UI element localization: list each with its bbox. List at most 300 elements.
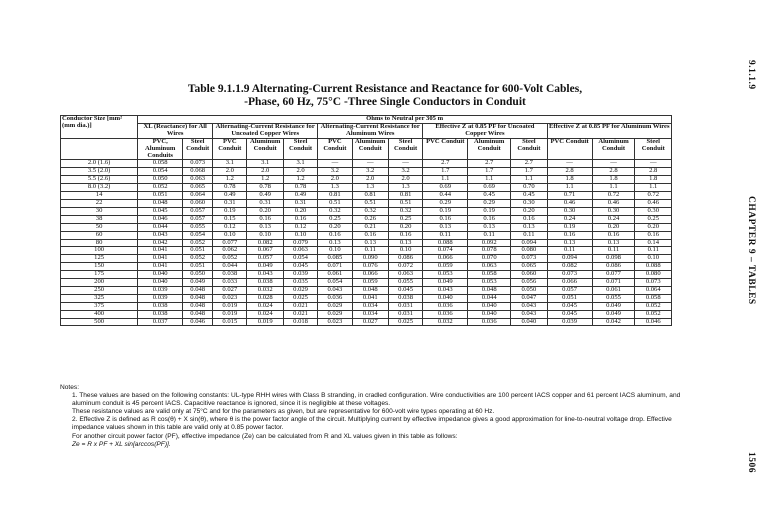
- resistance-table: [60, 115, 672, 326]
- value-cell: 0.065: [183, 184, 213, 192]
- value-cell: 0.060: [183, 199, 213, 207]
- sub-pvc: PVC Conduit: [547, 138, 592, 160]
- value-cell: 0.045: [547, 302, 592, 310]
- value-cell: 1.3: [388, 184, 422, 192]
- value-cell: 0.30: [635, 207, 672, 215]
- value-cell: 0.038: [247, 279, 283, 287]
- chapter-label: CHAPTER 9 – TABLES: [746, 196, 756, 305]
- value-cell: 0.20: [247, 207, 283, 215]
- value-cell: 0.25: [318, 215, 352, 223]
- value-cell: 0.052: [213, 255, 247, 263]
- value-cell: 0.043: [511, 310, 547, 318]
- value-cell: 0.20: [511, 207, 547, 215]
- conductor-size-cell: 30: [61, 207, 138, 215]
- value-cell: 0.041: [138, 247, 183, 255]
- value-cell: 0.25: [388, 215, 422, 223]
- value-cell: 0.049: [423, 279, 468, 287]
- value-cell: 0.44: [423, 192, 468, 200]
- value-cell: 0.041: [352, 294, 388, 302]
- header-row-3: [61, 138, 672, 160]
- value-cell: 0.086: [388, 255, 422, 263]
- value-cell: 0.45: [511, 192, 547, 200]
- value-cell: 1.1: [423, 176, 468, 184]
- value-cell: 0.048: [138, 199, 183, 207]
- conductor-size-cell: 375: [61, 302, 138, 310]
- value-cell: 0.051: [138, 192, 183, 200]
- value-cell: 0.051: [183, 247, 213, 255]
- value-cell: 1.2: [213, 176, 247, 184]
- value-cell: 0.032: [423, 318, 468, 326]
- conductor-size-cell: 200: [61, 279, 138, 287]
- value-cell: 0.066: [423, 255, 468, 263]
- value-cell: 0.054: [138, 168, 183, 176]
- value-cell: 0.029: [318, 302, 352, 310]
- value-cell: 0.023: [213, 294, 247, 302]
- note-1: 1. These values are based on the following constants: UL-type RHH wires with Class B stranding, in cradled configuration. Wire conductivities are 100 percent IACS copper and 61 percent IACS aluminum, and aluminum conduit is 45 percent IACS. Capacitive reactance is ignored, since it is negligible at these voltages.: [72, 392, 681, 408]
- value-cell: 0.31: [213, 199, 247, 207]
- value-cell: —: [318, 160, 352, 168]
- value-cell: 0.048: [183, 294, 213, 302]
- value-cell: 0.033: [213, 279, 247, 287]
- value-cell: 0.19: [423, 207, 468, 215]
- value-cell: 0.049: [247, 263, 283, 271]
- conductor-size-cell: 50: [61, 223, 138, 231]
- conductor-size-cell: 22: [61, 199, 138, 207]
- value-cell: 0.044: [213, 263, 247, 271]
- sub-al: Aluminum Conduit: [247, 138, 283, 160]
- value-cell: 1.8: [592, 176, 635, 184]
- value-cell: 0.20: [283, 207, 317, 215]
- value-cell: 0.13: [547, 239, 592, 247]
- value-cell: 0.042: [592, 318, 635, 326]
- value-cell: 0.24: [547, 215, 592, 223]
- value-cell: 0.058: [138, 160, 183, 168]
- table-title: [175, 83, 595, 109]
- value-cell: 0.070: [468, 255, 511, 263]
- value-cell: 3.2: [318, 168, 352, 176]
- value-cell: 3.1: [247, 160, 283, 168]
- value-cell: 0.26: [352, 215, 388, 223]
- ez-copper-header: Effective Z at 0.85 PF for Uncoated Copper Wires: [423, 123, 547, 138]
- value-cell: 0.057: [247, 255, 283, 263]
- value-cell: 0.040: [423, 294, 468, 302]
- value-cell: 2.8: [635, 168, 672, 176]
- value-cell: 2.0: [213, 168, 247, 176]
- value-cell: 0.046: [138, 215, 183, 223]
- value-cell: 0.13: [423, 223, 468, 231]
- value-cell: 1.8: [547, 176, 592, 184]
- value-cell: 1.8: [635, 176, 672, 184]
- notes-heading: Notes:: [60, 384, 80, 391]
- value-cell: 0.043: [511, 302, 547, 310]
- value-cell: 0.035: [283, 279, 317, 287]
- value-cell: 0.25: [635, 215, 672, 223]
- value-cell: 1.3: [318, 184, 352, 192]
- conductor-size-cell: 250: [61, 286, 138, 294]
- value-cell: 1.3: [352, 184, 388, 192]
- value-cell: 2.0: [352, 176, 388, 184]
- value-cell: 0.052: [635, 302, 672, 310]
- value-cell: 0.038: [138, 310, 183, 318]
- value-cell: 0.15: [213, 215, 247, 223]
- value-cell: 0.039: [283, 271, 317, 279]
- value-cell: 0.13: [511, 223, 547, 231]
- value-cell: 0.11: [547, 247, 592, 255]
- value-cell: 0.16: [247, 215, 283, 223]
- blank-cell: [61, 138, 138, 160]
- value-cell: 0.019: [213, 302, 247, 310]
- value-cell: 0.080: [511, 247, 547, 255]
- value-cell: 0.49: [247, 192, 283, 200]
- value-cell: 0.71: [547, 192, 592, 200]
- value-cell: 0.034: [352, 302, 388, 310]
- value-cell: 0.10: [635, 255, 672, 263]
- value-cell: 0.72: [592, 192, 635, 200]
- header-row-2: [61, 123, 672, 138]
- ac-copper-header: Alternating-Current Resistance for Uncoated Copper Wires: [213, 123, 318, 138]
- value-cell: 0.044: [138, 223, 183, 231]
- value-cell: 0.038: [138, 302, 183, 310]
- table-row: [61, 310, 672, 318]
- value-cell: 0.064: [635, 286, 672, 294]
- value-cell: 2.8: [547, 168, 592, 176]
- value-cell: 0.30: [511, 199, 547, 207]
- value-cell: 0.20: [318, 223, 352, 231]
- value-cell: 0.088: [635, 263, 672, 271]
- conductor-size-cell: 80: [61, 239, 138, 247]
- value-cell: 1.2: [247, 176, 283, 184]
- value-cell: 0.055: [183, 223, 213, 231]
- value-cell: 0.11: [635, 247, 672, 255]
- conductor-size-cell: 400: [61, 310, 138, 318]
- value-cell: 0.082: [547, 263, 592, 271]
- xl-header: XL (Reactance) for All Wires: [138, 123, 213, 138]
- value-cell: 0.019: [213, 310, 247, 318]
- value-cell: 0.10: [213, 231, 247, 239]
- sub-steel: Steel Conduit: [388, 138, 422, 160]
- note-1b: These resistance values are valid only at 75°C and for the parameters as given, but are representative for 600-volt wire types operating at 60 Hz.: [72, 408, 495, 416]
- value-cell: 0.51: [318, 199, 352, 207]
- value-cell: 0.039: [138, 294, 183, 302]
- value-cell: 0.028: [247, 294, 283, 302]
- conductor-size-cell: 125: [61, 255, 138, 263]
- value-cell: 0.074: [423, 247, 468, 255]
- note-2b: For another circuit power factor (PF), effective impedance (Ze) can be calculated from R and XL values given in this table as follows:: [72, 432, 458, 440]
- value-cell: 0.46: [547, 199, 592, 207]
- value-cell: 2.0: [388, 176, 422, 184]
- value-cell: 0.10: [283, 231, 317, 239]
- value-cell: 0.061: [592, 286, 635, 294]
- conductor-size-cell: 175: [61, 271, 138, 279]
- value-cell: 0.31: [283, 199, 317, 207]
- value-cell: 0.12: [213, 223, 247, 231]
- value-cell: 0.12: [283, 223, 317, 231]
- value-cell: 0.16: [318, 231, 352, 239]
- value-cell: 0.049: [183, 279, 213, 287]
- value-cell: 0.32: [388, 207, 422, 215]
- value-cell: 0.036: [468, 318, 511, 326]
- value-cell: 0.051: [547, 294, 592, 302]
- value-cell: 0.81: [352, 192, 388, 200]
- value-cell: 0.086: [592, 263, 635, 271]
- value-cell: 0.057: [183, 215, 213, 223]
- value-cell: 0.037: [138, 318, 183, 326]
- value-cell: 0.13: [318, 239, 352, 247]
- value-cell: 3.1: [283, 160, 317, 168]
- sub-pvc: PVC Conduit: [213, 138, 247, 160]
- value-cell: 0.041: [138, 263, 183, 271]
- value-cell: 0.13: [468, 223, 511, 231]
- value-cell: 0.21: [352, 223, 388, 231]
- value-cell: 0.20: [635, 223, 672, 231]
- value-cell: 0.025: [283, 294, 317, 302]
- value-cell: 0.11: [468, 231, 511, 239]
- value-cell: 0.29: [423, 199, 468, 207]
- value-cell: 0.018: [283, 318, 317, 326]
- value-cell: 0.058: [635, 294, 672, 302]
- conductor-size-cell: 60: [61, 231, 138, 239]
- conductor-size-header: Conductor Size [mm² (mm dia.)]: [61, 116, 138, 139]
- sub-al: Aluminum Conduit: [592, 138, 635, 160]
- value-cell: 0.46: [635, 199, 672, 207]
- value-cell: 0.055: [592, 294, 635, 302]
- page-number: 1506: [746, 452, 756, 473]
- value-cell: —: [592, 160, 635, 168]
- value-cell: 0.040: [511, 318, 547, 326]
- value-cell: 0.19: [468, 207, 511, 215]
- value-cell: 0.039: [547, 318, 592, 326]
- value-cell: 0.031: [388, 302, 422, 310]
- value-cell: 0.063: [283, 247, 317, 255]
- value-cell: 0.092: [468, 239, 511, 247]
- value-cell: 0.068: [183, 168, 213, 176]
- sub-steel: Steel Conduit: [635, 138, 672, 160]
- value-cell: 0.046: [635, 318, 672, 326]
- value-cell: 0.69: [468, 184, 511, 192]
- value-cell: 0.072: [388, 263, 422, 271]
- value-cell: 0.048: [183, 310, 213, 318]
- value-cell: 0.061: [318, 271, 352, 279]
- value-cell: 0.038: [213, 271, 247, 279]
- value-cell: 0.036: [423, 310, 468, 318]
- ez-aluminum-header: Effective Z at 0.85 PF for Aluminum Wires: [547, 123, 671, 138]
- value-cell: 0.32: [318, 207, 352, 215]
- value-cell: 0.052: [183, 255, 213, 263]
- value-cell: 2.7: [423, 160, 468, 168]
- value-cell: 0.72: [635, 192, 672, 200]
- conductor-size-cell: 100: [61, 247, 138, 255]
- value-cell: 0.067: [247, 247, 283, 255]
- value-cell: 0.048: [468, 286, 511, 294]
- value-cell: 0.082: [247, 239, 283, 247]
- value-cell: 0.052: [183, 239, 213, 247]
- value-cell: 0.19: [213, 207, 247, 215]
- value-cell: 0.11: [423, 231, 468, 239]
- value-cell: 0.16: [547, 231, 592, 239]
- sub-al: Aluminum Conduit: [352, 138, 388, 160]
- value-cell: 1.1: [635, 184, 672, 192]
- value-cell: —: [352, 160, 388, 168]
- value-cell: 0.073: [511, 255, 547, 263]
- value-cell: 0.10: [318, 247, 352, 255]
- value-cell: 0.29: [468, 199, 511, 207]
- value-cell: 1.7: [423, 168, 468, 176]
- value-cell: 0.81: [388, 192, 422, 200]
- value-cell: 0.13: [592, 239, 635, 247]
- value-cell: 1.2: [283, 176, 317, 184]
- ac-aluminum-header: Alternating-Current Resistance for Aluminum Wires: [318, 123, 423, 138]
- value-cell: 0.059: [352, 279, 388, 287]
- value-cell: 0.023: [318, 318, 352, 326]
- value-cell: 1.7: [468, 168, 511, 176]
- title-line-1: Table 9.1.1.9 Alternating-Current Resistance and Reactance for 600-Volt Cables,: [187, 83, 583, 95]
- value-cell: 0.027: [213, 286, 247, 294]
- value-cell: 0.065: [511, 263, 547, 271]
- value-cell: 0.049: [592, 302, 635, 310]
- title-line-2: -Phase, 60 Hz, 75°C -Three Single Conductors in Conduit: [244, 96, 526, 108]
- value-cell: 0.045: [283, 263, 317, 271]
- value-cell: 0.060: [511, 271, 547, 279]
- value-cell: 0.043: [138, 231, 183, 239]
- value-cell: 2.0: [318, 176, 352, 184]
- value-cell: 0.073: [547, 271, 592, 279]
- value-cell: 0.032: [247, 286, 283, 294]
- value-cell: 0.11: [592, 247, 635, 255]
- conductor-size-cell: 8.0 (3.2): [61, 184, 138, 192]
- value-cell: 1.1: [468, 176, 511, 184]
- value-cell: 0.073: [183, 160, 213, 168]
- value-cell: 0.077: [592, 271, 635, 279]
- value-cell: 0.077: [213, 239, 247, 247]
- value-cell: 0.057: [547, 286, 592, 294]
- value-cell: 0.052: [138, 184, 183, 192]
- value-cell: 0.10: [247, 231, 283, 239]
- conductor-size-cell: 150: [61, 263, 138, 271]
- value-cell: —: [388, 160, 422, 168]
- value-cell: 1.1: [547, 184, 592, 192]
- value-cell: 0.034: [352, 310, 388, 318]
- value-cell: 0.047: [511, 294, 547, 302]
- sub-pvc-al: PVC, Aluminum Conduits: [138, 138, 183, 160]
- value-cell: 0.24: [592, 215, 635, 223]
- table-notes: [60, 384, 690, 449]
- conductor-size-cell: 2.0 (1.6): [61, 160, 138, 168]
- sub-al: Aluminum Conduit: [468, 138, 511, 160]
- value-cell: 0.046: [183, 318, 213, 326]
- value-cell: 0.16: [283, 215, 317, 223]
- value-cell: 0.054: [283, 255, 317, 263]
- value-cell: 0.16: [635, 231, 672, 239]
- value-cell: 0.16: [468, 215, 511, 223]
- value-cell: 0.16: [388, 231, 422, 239]
- value-cell: 0.031: [388, 310, 422, 318]
- table-row: [61, 302, 672, 310]
- value-cell: 0.049: [592, 310, 635, 318]
- value-cell: 0.49: [213, 192, 247, 200]
- sub-steel: Steel Conduit: [183, 138, 213, 160]
- value-cell: 0.78: [247, 184, 283, 192]
- value-cell: 0.81: [318, 192, 352, 200]
- value-cell: 0.021: [283, 310, 317, 318]
- value-cell: 0.066: [547, 279, 592, 287]
- value-cell: 0.32: [352, 207, 388, 215]
- value-cell: 0.045: [138, 207, 183, 215]
- sub-pvc: PVC Conduit: [318, 138, 352, 160]
- value-cell: 0.045: [388, 286, 422, 294]
- value-cell: 0.088: [423, 239, 468, 247]
- value-cell: 0.040: [138, 279, 183, 287]
- value-cell: 0.066: [352, 271, 388, 279]
- value-cell: 0.19: [547, 223, 592, 231]
- value-cell: 0.30: [592, 207, 635, 215]
- value-cell: 0.085: [318, 255, 352, 263]
- value-cell: 3.2: [352, 168, 388, 176]
- value-cell: 3.1: [213, 160, 247, 168]
- value-cell: 0.098: [592, 255, 635, 263]
- value-cell: 0.019: [247, 318, 283, 326]
- value-cell: 0.040: [468, 302, 511, 310]
- value-cell: 0.051: [183, 263, 213, 271]
- value-cell: 0.057: [183, 207, 213, 215]
- value-cell: 0.048: [183, 286, 213, 294]
- value-cell: 0.041: [138, 255, 183, 263]
- value-cell: 0.036: [423, 302, 468, 310]
- value-cell: 0.079: [283, 239, 317, 247]
- table-row: [61, 223, 672, 231]
- value-cell: 0.78: [283, 184, 317, 192]
- value-cell: 2.7: [511, 160, 547, 168]
- conductor-size-cell: 14: [61, 192, 138, 200]
- value-cell: 0.043: [318, 286, 352, 294]
- value-cell: 0.029: [283, 286, 317, 294]
- value-cell: 0.050: [511, 286, 547, 294]
- table-row: [61, 318, 672, 326]
- value-cell: 3.2: [388, 168, 422, 176]
- value-cell: 0.46: [592, 199, 635, 207]
- sub-pvc: PVC Conduit: [423, 138, 468, 160]
- value-cell: 0.11: [352, 247, 388, 255]
- value-cell: 0.071: [318, 263, 352, 271]
- value-cell: 0.13: [247, 223, 283, 231]
- value-cell: 0.059: [423, 263, 468, 271]
- value-cell: 0.054: [183, 231, 213, 239]
- value-cell: 0.045: [547, 310, 592, 318]
- value-cell: 0.14: [635, 239, 672, 247]
- value-cell: 0.20: [592, 223, 635, 231]
- value-cell: —: [547, 160, 592, 168]
- value-cell: 0.036: [318, 294, 352, 302]
- value-cell: 0.071: [592, 279, 635, 287]
- value-cell: 0.056: [511, 279, 547, 287]
- value-cell: 0.063: [388, 271, 422, 279]
- value-cell: 0.050: [138, 176, 183, 184]
- value-cell: 0.064: [183, 192, 213, 200]
- value-cell: 0.70: [511, 184, 547, 192]
- value-cell: 0.10: [388, 247, 422, 255]
- value-cell: 0.16: [592, 231, 635, 239]
- value-cell: 0.076: [352, 263, 388, 271]
- value-cell: 0.044: [468, 294, 511, 302]
- conductor-size-cell: 325: [61, 294, 138, 302]
- value-cell: 0.027: [352, 318, 388, 326]
- table-row: [61, 231, 672, 239]
- value-cell: 0.063: [183, 176, 213, 184]
- conductor-size-cell: 500: [61, 318, 138, 326]
- conductor-size-cell: 38: [61, 215, 138, 223]
- value-cell: 0.073: [635, 279, 672, 287]
- ohms-header: Ohms to Neutral per 305 m: [138, 116, 672, 124]
- value-cell: 0.063: [468, 263, 511, 271]
